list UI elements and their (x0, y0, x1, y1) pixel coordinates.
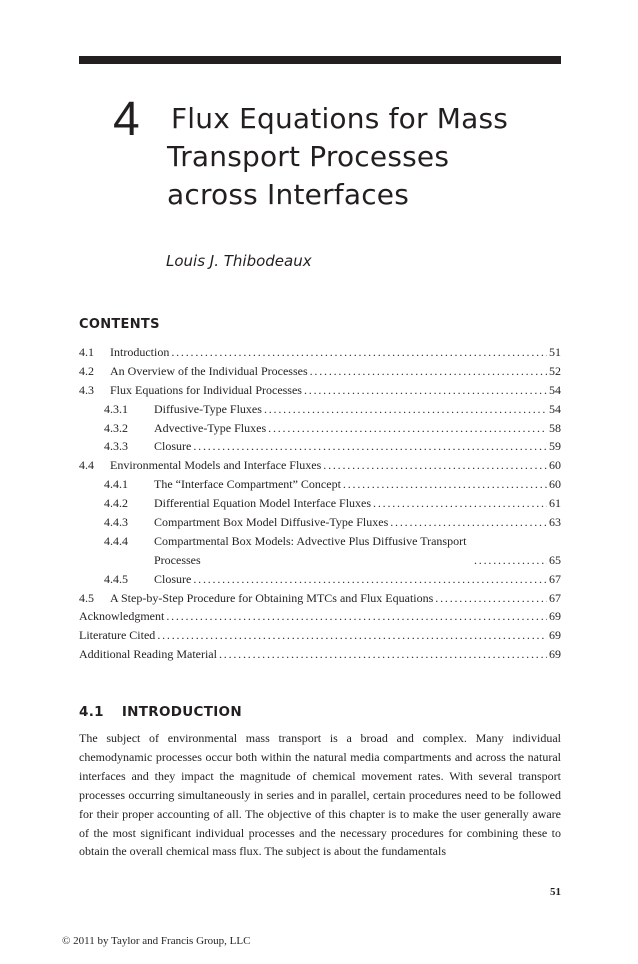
toc-entry[interactable] (79, 381, 561, 400)
toc-entry-page: 60 (549, 477, 561, 492)
toc-entry-page: 52 (549, 363, 561, 378)
toc-leader (304, 381, 547, 400)
toc-entry-title: Flux Equations for Individual Processes (110, 382, 302, 397)
toc-leader (435, 589, 547, 608)
copyright-notice: © 2011 by Taylor and Francis Group, LLC (62, 935, 251, 947)
toc-leader (193, 570, 547, 589)
toc-entry[interactable] (79, 437, 561, 456)
toc-leader (343, 475, 547, 494)
toc-leader (166, 607, 547, 626)
toc-entry[interactable] (79, 343, 561, 362)
toc-entry-title: Compartmental Box Models: Advective Plus Diffusive Transport Processes (154, 533, 467, 567)
toc-entry-number: 4.3.3 (104, 439, 128, 454)
toc-leader (157, 626, 547, 645)
section-number: 4.1 (79, 704, 104, 720)
toc-entry-number: 4.4.4 (104, 533, 128, 548)
toc-entry-title: Differential Equation Model Interface Fluxes (154, 496, 372, 511)
toc-leader (219, 645, 547, 664)
toc-entry-number: 4.3.2 (104, 420, 128, 435)
toc-entry[interactable] (79, 362, 561, 381)
toc-entry[interactable] (79, 494, 561, 513)
table-of-contents (79, 343, 561, 664)
toc-entry-title: The “Interface Compartment” Concept (154, 477, 341, 492)
toc-entry-title: Advective-Type Fluxes (154, 420, 267, 435)
toc-leader (373, 494, 547, 513)
toc-entry-page: 67 (549, 571, 561, 586)
toc-entry[interactable] (79, 607, 561, 626)
toc-entry-title: Closure (154, 571, 192, 586)
section-heading (79, 704, 242, 720)
toc-entry[interactable] (79, 456, 561, 475)
toc-entry-page: 69 (549, 647, 561, 662)
toc-leader (390, 513, 547, 532)
toc-entry-number: 4.4.3 (104, 515, 128, 530)
toc-entry-page: 54 (549, 401, 561, 416)
toc-entry-number: 4.4.2 (104, 496, 128, 511)
toc-entry-number: 4.3.1 (104, 401, 128, 416)
toc-entry-title: Environmental Models and Interface Fluxes (110, 458, 322, 473)
toc-leader (264, 400, 547, 419)
toc-entry-title: A Step-by-Step Procedure for Obtaining MTCs and Flux Equations (110, 590, 434, 605)
toc-entry-title: Compartment Box Model Diffusive-Type Fluxes (154, 515, 389, 530)
toc-entry-page: 69 (549, 609, 561, 624)
chapter-title (167, 100, 508, 214)
toc-entry-title: Literature Cited (79, 628, 156, 643)
toc-leader (171, 343, 547, 362)
section-title: INTRODUCTION (121, 704, 242, 720)
toc-entry-title: An Overview of the Individual Processes (110, 363, 308, 378)
page-number: 51 (550, 886, 561, 898)
contents-heading: CONTENTS (79, 317, 160, 332)
toc-leader (323, 456, 547, 475)
toc-entry[interactable] (79, 570, 561, 589)
toc-entry-page: 59 (549, 439, 561, 454)
toc-entry-number: 4.1 (79, 345, 94, 359)
toc-entry-page: 63 (549, 515, 561, 530)
toc-leader (268, 419, 547, 438)
toc-entry-page: 67 (549, 590, 561, 605)
body-paragraph: The subject of environmental mass transport is a broad and complex. Many individual chemodynamic processes occur both within the natural media compartments and across the natural interfaces and they impact the magnitude of chemical movement rates. With several transport processes occurring simultaneously in series and in parallel, certain procedures need to be followed for their proper accounting of all. The objective of this chapter is to make the user generally aware of the most significant individual processes and the necessary procedures for combining these to obtain the overall chemical mass flux. The subject is about the fundamentals (79, 731, 561, 859)
chapter-number: 4 (113, 93, 140, 146)
toc-entry-number: 4.5 (79, 590, 94, 605)
top-rule (79, 56, 561, 64)
toc-entry-title: Additional Reading Material (79, 647, 217, 662)
toc-entry[interactable] (79, 589, 561, 608)
toc-leader (474, 551, 547, 570)
toc-entry-number: 4.3 (79, 382, 94, 397)
toc-entry[interactable] (79, 513, 561, 532)
toc-entry-number: 4.4.5 (104, 571, 128, 586)
toc-entry-page: 69 (549, 628, 561, 643)
toc-entry-page: 61 (549, 496, 561, 511)
toc-entry-title: Diffusive-Type Fluxes (154, 401, 262, 416)
toc-entry-title: Acknowledgment (79, 609, 165, 624)
toc-entry[interactable] (79, 645, 561, 664)
author: Louis J. Thibodeaux (166, 252, 312, 270)
chapter-title-line-3: across Interfaces (167, 178, 410, 211)
toc-entry[interactable] (79, 475, 561, 494)
toc-entry-page: 51 (549, 345, 561, 359)
toc-leader (193, 437, 547, 456)
toc-entry-page: 58 (549, 420, 561, 435)
toc-entry-number: 4.2 (79, 363, 94, 378)
toc-entry[interactable] (79, 419, 561, 438)
chapter-title-line-1: Flux Equations for Mass (171, 102, 509, 135)
toc-entry-page: 65 (549, 552, 561, 567)
toc-entry[interactable] (79, 532, 561, 570)
toc-entry-title: Introduction (110, 345, 170, 359)
toc-entry-title: Closure (154, 439, 192, 454)
toc-entry-number: 4.4.1 (104, 477, 128, 492)
toc-entry-page: 54 (549, 382, 561, 397)
chapter-title-line-2: Transport Processes (167, 140, 450, 173)
toc-entry[interactable] (79, 626, 561, 645)
toc-entry-number: 4.4 (79, 458, 94, 473)
toc-entry[interactable] (79, 400, 561, 419)
toc-entry-page: 60 (549, 458, 561, 473)
toc-leader (310, 362, 547, 381)
